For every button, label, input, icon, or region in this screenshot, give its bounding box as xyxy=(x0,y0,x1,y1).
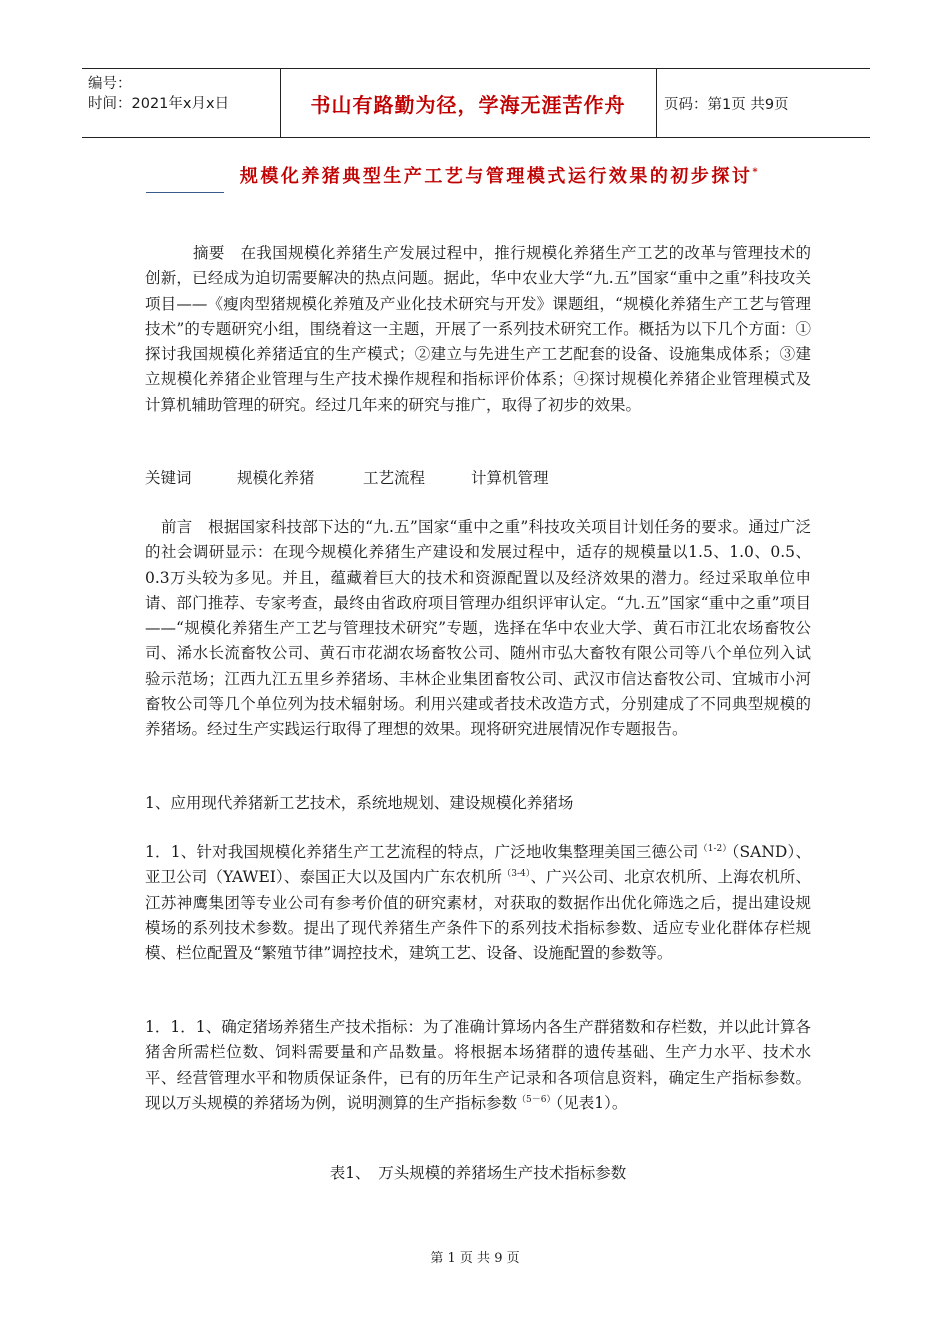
citation: （3-4） xyxy=(502,869,531,880)
table-caption: 表1、 万头规模的养猪场生产技术指标参数 xyxy=(329,1164,627,1182)
paragraph-text: 1．1．1、确定猪场养猪生产技术指标：为了准确计算场内各生产群猪数和存栏数，并以此计算各猪舍所需栏位数、饲料需要量和产品数量。将根据本场猪群的遗传基础、生产力水平、技术水平、经营管理水平和物质保证条件，已有的历年生产记录和各项信息资料，确定生产指标参数。现以万头规模的养猪场为例，说明测算的生产指标参数 xyxy=(145,1018,811,1112)
keyword-item: 计算机管理 xyxy=(471,469,549,487)
paragraph-text: （SAND）、亚卫公司（YAWEI）、泰国正大以及国内广东农机所 xyxy=(145,843,811,887)
paragraph-text: （见表1）。 xyxy=(555,1093,628,1112)
paragraph-text: 1．1、针对我国规模化养猪生产工艺流程的特点，广泛地收集整理美国三德公司 xyxy=(145,843,699,861)
header-info-cell xyxy=(82,69,281,137)
citation: （5－6） xyxy=(517,1094,556,1105)
citation: （1-2） xyxy=(698,843,732,854)
keywords-line xyxy=(145,466,811,491)
header-page-number: 页码：第1页 共9页 xyxy=(664,96,789,113)
title-text: 规模化养猪典型生产工艺与管理模式运行效果的初步探讨 xyxy=(239,166,753,187)
keyword-item: 规模化养猪 xyxy=(237,469,315,487)
section-1-1-paragraph xyxy=(145,840,811,966)
section-1-1-1-paragraph xyxy=(145,1015,811,1116)
header-number: 编号： xyxy=(88,76,132,92)
keywords-label: 关键词 xyxy=(145,469,192,487)
footnote-rule xyxy=(146,192,224,193)
paragraph-text: 、广兴公司、北京农机所、上海农机所、江苏神鹰集团等专业公司有参考价值的研究素材，对获取的数据作出优化筛选之后，提出建设规模场的系列技术参数。提出了现代养猪生产条件下的系列技术指标参数、适应专业化群体存栏规模、栏位配置及“繁殖节律”调控技术，建筑工艺、设备、设施配置的参数等。 xyxy=(145,868,812,963)
header-motto: 书山有路勤为径，学海无涯苦作舟 xyxy=(280,69,657,137)
keyword-item: 工艺流程 xyxy=(363,469,426,487)
document-title xyxy=(150,162,850,188)
document-header xyxy=(82,68,870,138)
preface-paragraph: 前言 根据国家科技部下达的“九.五”国家“重中之重”科技攻关项目计划任务的要求。通过广泛的社会调研显示：在现今规模化养猪生产建设和发展过程中，适存的规模量以1.5、1.0、0.5、0.3万头较为多见。并且，蕴藏着巨大的技术和资源配置以及经济效果的潜力。经过采取单位申请、部门推荐、专家考查，最终由省政府项目管理办组织评审认定。“九.五”国家“重中之重”项目——“规模化养猪生产工艺与管理技术研究”专题，选择在华中农业大学、黄石市江北农场畜牧公司、浠水长流畜牧公司、黄石市花湖农场畜牧公司、随州市弘大畜牧有限公司等八个单位列入试验示范场；江西九江五里乡养猪场、丰林企业集团畜牧公司、武汉市信达畜牧公司、宜城市小河畜牧公司等几个单位列为技术辐射场。利用兴建或者技术改造方式，分别建成了不同典型规模的养猪场。经过生产实践运行取得了理想的效果。现将研究进展情况作专题报告。 xyxy=(145,518,811,739)
title-footnote-mark: * xyxy=(752,167,761,178)
abstract-paragraph: 摘要 在我国规模化养猪生产发展过程中，推行规模化养猪生产工艺的改革与管理技术的创新，已经成为迫切需要解决的热点问题。据此，华中农业大学“九.五”国家“重中之重”科技攻关项目——《瘦肉型猪规模化养殖及产业化技术研究与开发》课题组，“规模化养猪生产工艺与管理技术”的专题研究小组，围绕着这一主题，开展了一系列技术研究工作。概括为以下几个方面：①探讨我国规模化养猪适宜的生产模式；②建立与先进生产工艺配套的设备、设施集成体系；③建立规模化养猪企业管理与生产技术操作规程和指标评价体系；④探讨规模化养猪企业管理模式及计算机辅助管理的研究。经过几年来的研究与推广，取得了初步的效果。 xyxy=(145,244,811,414)
header-time: 时间：2021年x月x日 xyxy=(88,96,230,112)
section-1-heading: 1、应用现代养猪新工艺技术，系统地规划、建设规模化养猪场 xyxy=(145,794,574,812)
page-footer: 第 1 页 共 9 页 xyxy=(430,1251,520,1266)
